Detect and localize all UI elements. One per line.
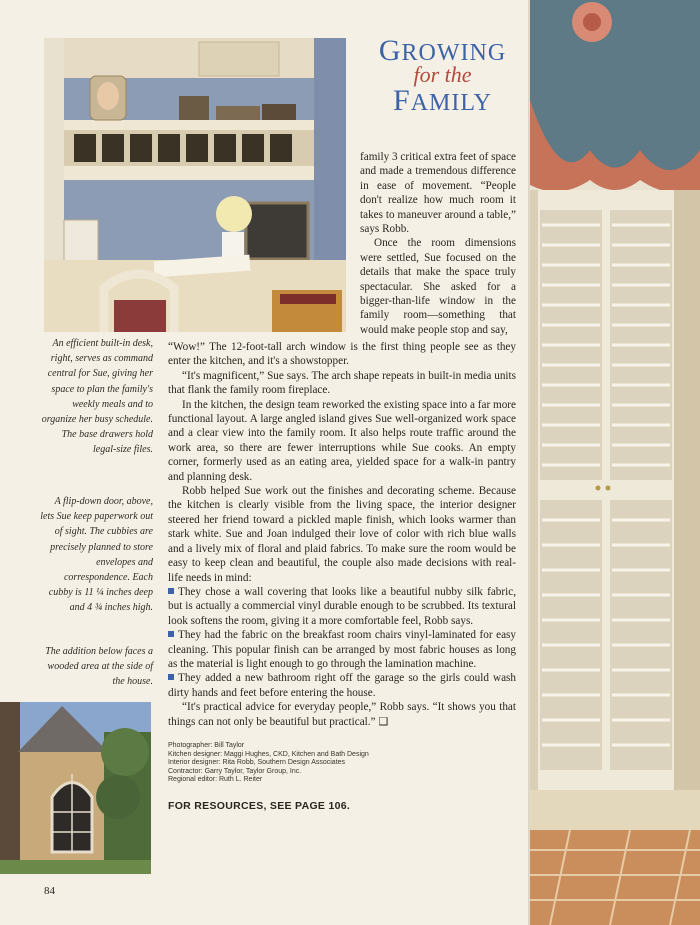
caption-addition: The addition below faces a wooded area at the side of the house. xyxy=(45,646,153,688)
article-column-top xyxy=(360,150,516,337)
credit-line: Interior designer: Rita Robb, Southern Design Associates xyxy=(168,759,346,767)
page-number: 84 xyxy=(44,885,55,897)
bullet-square-icon xyxy=(168,674,174,680)
bullet-item xyxy=(168,628,516,671)
bullet-text: They added a new bathroom right off the garage so the girls could wash dirty hands and feet before entering the house. xyxy=(168,672,516,699)
bullet-square-icon xyxy=(168,631,174,637)
built-in-desk-photo xyxy=(44,38,346,332)
title-growing: ROWING xyxy=(401,40,507,66)
caption-flip-door: A flip-down door, above, lets Sue keep paperwork out of sight. The cubbies are precisely planned to store envelopes and correspondence. Each cubby is 11 ¼ inches deep and 4 ¾ inches high. xyxy=(40,496,153,614)
paragraph: Once the room dimensions were settled, Sue focused on the details that make the space truly spectacular. She asked for a bigger-than-life window in the family room—something that would make people stop and say, xyxy=(360,237,516,336)
house-exterior-photo xyxy=(0,702,151,874)
paragraph: family 3 critical extra feet of space and made a tremendous difference in ease of movement. “People don't realize how much room it takes to maneuver around a table,” says Robb. xyxy=(360,151,516,236)
credit-line: Photographer: Bill Taylor xyxy=(168,742,245,749)
article-title xyxy=(360,36,525,116)
title-cap-g: G xyxy=(378,34,402,67)
bullet-text: They had the fabric on the breakfast room chairs vinyl-laminated for easy cleaning. This popular finish can be arranged by most fabric houses as long as the material is light enough to go through the lamination machine. xyxy=(168,629,516,670)
bullet-item xyxy=(168,671,516,700)
bullet-text: They chose a wall covering that looks like a beautiful nubby silk fabric, but is actually a commercial vinyl durable enough to be scrubbed. Its textural look softens the room, giving it a more comfortable feel, Robb says. xyxy=(168,585,516,627)
credit-line: Regional editor: Ruth L. Reiter xyxy=(168,776,263,784)
bullet-square-icon xyxy=(168,588,174,594)
window-treatment-photo xyxy=(530,0,700,925)
paragraph: “It's practical advice for everyday people,” Robb says. “It shows you that things can not only be beautiful but practical.” ❑ xyxy=(168,701,516,728)
paragraph: Robb helped Sue work out the finishes and decorating scheme. Because the kitchen is clearly visible from the living space, the interior designer steered her friend toward a pickled maple finish, which looks warmer than stark white. Sue and Joan indulged their love of color with rich blue walls and a lively mix of floral and plaid fabrics. To make sure the room would be easy to keep clean and beautiful, the couple also made decisions with real-life needs in mind: xyxy=(168,485,516,584)
paragraph: In the kitchen, the design team reworked the existing space into a far more functional layout. A large angled island gives Sue well-organized work space and a clear view into the family room. It also helps route traffic around the work area, so there are fewer interruptions while Sue cooks. An empty corner, formerly used as an eating area, yielded space for a walk-in pantry and planning desk. xyxy=(168,398,516,483)
credit-line: Contractor: Garry Taylor, Taylor Group, Inc. xyxy=(168,767,302,775)
title-for-the: for the xyxy=(413,62,472,87)
paragraph: “It's magnificent,” Sue says. The arch shape repeats in built-in media units that flank the family room fireplace. xyxy=(168,369,516,397)
resources-note: FOR RESOURCES, SEE PAGE 106. xyxy=(168,800,351,812)
credit-line: Kitchen designer: Maggi Hughes, CKD, Kitchen and Bath Design xyxy=(168,750,369,758)
paragraph: “Wow!” The 12-foot-tall arch window is the first thing people see as they enter the kitchen, and it's a showstopper. xyxy=(168,341,516,368)
bullet-item xyxy=(168,585,516,628)
title-cap-f: F xyxy=(393,84,411,117)
title-family: AMILY xyxy=(410,90,492,116)
article-column-main xyxy=(168,340,516,729)
caption-desk: An efficient built-in desk, right, serves as command central for Sue, giving her space to plan the family's weekly meals and to organize her busy schedule. The base drawers hold legal-size files. xyxy=(41,338,153,456)
photo-credits xyxy=(168,742,418,785)
